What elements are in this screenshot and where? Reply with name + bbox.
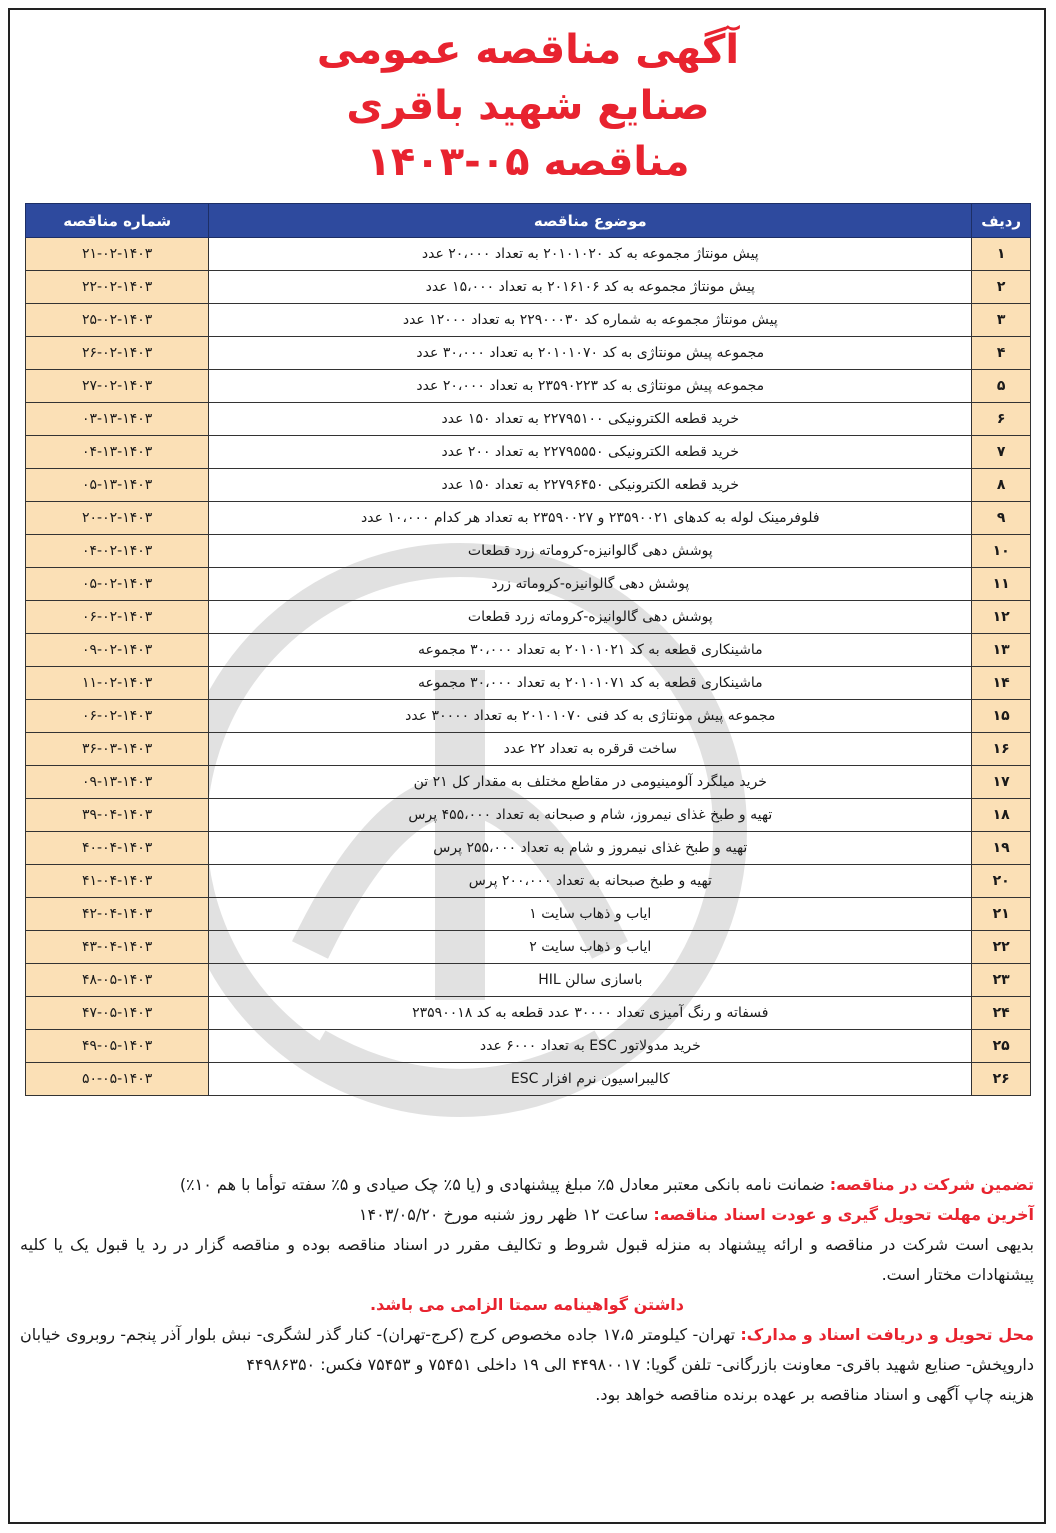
subject-cell: پیش مونتاژ مجموعه به کد ۲۰۱۶۱۰۶ به تعداد ۱۵،۰۰۰ عدد (209, 271, 972, 304)
row-number-cell: ۲۶ (972, 1063, 1031, 1096)
row-number-cell: ۱۵ (972, 700, 1031, 733)
location-label: محل تحویل و دریافت اسناد و مدارک: (740, 1325, 1034, 1344)
subject-cell: خرید قطعه الکترونیکی ۲۲۷۹۵۱۰۰ به تعداد ۱۵۰ عدد (209, 403, 972, 436)
deadline-text: ساعت ۱۲ ظهر روز شنبه مورخ ۱۴۰۳/۰۵/۲۰ (358, 1205, 649, 1224)
row-number-cell: ۲۵ (972, 1030, 1031, 1063)
tender-number-cell: ۰۵-۱۳-۱۴۰۳ (26, 469, 209, 502)
subject-cell: ماشینکاری قطعه به کد ۲۰۱۰۱۰۲۱ به تعداد ۳۰،۰۰۰ مجموعه (209, 634, 972, 667)
tender-number-cell: ۴۱-۰۴-۱۴۰۳ (26, 865, 209, 898)
subject-cell: مجموعه پیش مونتاژی به کد ۲۳۵۹۰۲۲۳ به تعداد ۲۰،۰۰۰ عدد (209, 370, 972, 403)
row-number-cell: ۱۹ (972, 832, 1031, 865)
tender-number-cell: ۴۸-۰۵-۱۴۰۳ (26, 964, 209, 997)
tender-number-cell: ۱۱-۰۲-۱۴۰۳ (26, 667, 209, 700)
subject-cell: پوشش دهی گالوانیزه-کروماته زرد قطعات (209, 601, 972, 634)
table-row (26, 238, 1031, 271)
header-row-number: ردیف (972, 204, 1031, 238)
ad-footer (20, 1170, 1034, 1410)
tender-number-cell: ۲۱-۰۲-۱۴۰۳ (26, 238, 209, 271)
ad-title-block (0, 22, 1056, 190)
company-name: صنایع شهید باقری (346, 83, 710, 129)
tender-code: مناقصه ۰۵-۱۴۰۳ (366, 139, 690, 185)
subject-cell: ایاب و ذهاب سایت ۲ (209, 931, 972, 964)
tender-number-cell: ۴۳-۰۴-۱۴۰۳ (26, 931, 209, 964)
table-row (26, 436, 1031, 469)
row-number-cell: ۲۲ (972, 931, 1031, 964)
header-subject: موضوع مناقصه (209, 204, 972, 238)
row-number-cell: ۱۷ (972, 766, 1031, 799)
subject-cell: خرید قطعه الکترونیکی ۲۲۷۹۶۴۵۰ به تعداد ۱۵۰ عدد (209, 469, 972, 502)
table-row (26, 337, 1031, 370)
table-row (26, 733, 1031, 766)
subject-cell: پوشش دهی گالوانیزه-کروماته زرد (209, 568, 972, 601)
tender-number-cell: ۴۷-۰۵-۱۴۰۳ (26, 997, 209, 1030)
subject-cell: ایاب و ذهاب سایت ۱ (209, 898, 972, 931)
tender-number-cell: ۲۶-۰۲-۱۴۰۳ (26, 337, 209, 370)
subject-cell: پوشش دهی گالوانیزه-کروماته زرد قطعات (209, 535, 972, 568)
tender-number-cell: ۴۹-۰۵-۱۴۰۳ (26, 1030, 209, 1063)
row-number-cell: ۲۰ (972, 865, 1031, 898)
guarantee-label: تضمین شرکت در مناقصه: (829, 1175, 1034, 1194)
row-number-cell: ۱۲ (972, 601, 1031, 634)
subject-cell: پیش مونتاژ مجموعه به شماره کد ۲۲۹۰۰۰۳۰ به تعداد ۱۲۰۰۰ عدد (209, 304, 972, 337)
row-number-cell: ۷ (972, 436, 1031, 469)
table-row (26, 370, 1031, 403)
subject-cell: باسازی سالن HIL (209, 964, 972, 997)
subject-cell: فلوفرمینک لوله به کدهای ۲۳۵۹۰۰۲۱ و ۲۳۵۹۰۰۲۷ به تعداد هر کدام ۱۰،۰۰۰ عدد (209, 502, 972, 535)
table-row (26, 997, 1031, 1030)
ad-title: آگهی مناقصه عمومی (316, 27, 740, 73)
table-row (26, 700, 1031, 733)
table-row (26, 964, 1031, 997)
subject-cell: خرید میلگرد آلومینیومی در مقاطع مختلف به مقدار کل ۲۱ تن (209, 766, 972, 799)
guarantee-text: ضمانت نامه بانکی معتبر معادل ۵٪ مبلغ پیشنهادی و (یا ۵٪ چک صیادی و ۵٪ سفته توأما با هم ۱۰٪) (179, 1175, 825, 1194)
tender-number-cell: ۰۳-۱۳-۱۴۰۳ (26, 403, 209, 436)
tender-number-cell: ۲۲-۰۲-۱۴۰۳ (26, 271, 209, 304)
tender-number-cell: ۰۴-۰۲-۱۴۰۳ (26, 535, 209, 568)
subject-cell: تهیه و طبخ غذای نیمروز و شام به تعداد ۲۵۵،۰۰۰ پرس (209, 832, 972, 865)
row-number-cell: ۵ (972, 370, 1031, 403)
table-row (26, 304, 1031, 337)
cost-note: هزینه چاپ آگهی و اسناد مناقصه بر عهده برنده مناقصه خواهد بود. (595, 1385, 1034, 1404)
location-paragraph (20, 1320, 1034, 1380)
tender-number-cell: ۰۵-۰۲-۱۴۰۳ (26, 568, 209, 601)
tender-number-cell: ۳۹-۰۴-۱۴۰۳ (26, 799, 209, 832)
tender-number-cell: ۴۰-۰۴-۱۴۰۳ (26, 832, 209, 865)
guarantee-paragraph (20, 1170, 1034, 1200)
subject-cell: فسفاته و رنگ آمیزی تعداد ۳۰۰۰۰ عدد قطعه به کد ۲۳۵۹۰۰۱۸ (209, 997, 972, 1030)
row-number-cell: ۹ (972, 502, 1031, 535)
terms-text: بدیهی است شرکت در مناقصه و ارائه پیشنهاد به منزله قبول شروط و تکالیف مقرر در اسناد مناقصه بوده و مناقصه گزار در رد یا قبول یک یا کلیه پیشنهادات مختار است. (20, 1235, 1034, 1284)
tender-table (25, 203, 1031, 1096)
table-row (26, 469, 1031, 502)
row-number-cell: ۱۳ (972, 634, 1031, 667)
tender-number-cell: ۵۰-۰۵-۱۴۰۳ (26, 1063, 209, 1096)
table-row (26, 403, 1031, 436)
subject-cell: تهیه و طبخ صبحانه به تعداد ۲۰۰،۰۰۰ پرس (209, 865, 972, 898)
tender-number-cell: ۲۷-۰۲-۱۴۰۳ (26, 370, 209, 403)
row-number-cell: ۱۱ (972, 568, 1031, 601)
tender-number-cell: ۰۴-۱۳-۱۴۰۳ (26, 436, 209, 469)
row-number-cell: ۱ (972, 238, 1031, 271)
table-row (26, 931, 1031, 964)
row-number-cell: ۳ (972, 304, 1031, 337)
table-row (26, 271, 1031, 304)
table-header-row (26, 204, 1031, 238)
row-number-cell: ۴ (972, 337, 1031, 370)
table-row (26, 898, 1031, 931)
subject-cell: ماشینکاری قطعه به کد ۲۰۱۰۱۰۷۱ به تعداد ۳۰،۰۰۰ مجموعه (209, 667, 972, 700)
table-row (26, 1030, 1031, 1063)
subject-cell: خرید قطعه الکترونیکی ۲۲۷۹۵۵۵۰ به تعداد ۲۰۰ عدد (209, 436, 972, 469)
tender-number-cell: ۰۹-۰۲-۱۴۰۳ (26, 634, 209, 667)
subject-cell: خرید مدولاتور ESC به تعداد ۶۰۰۰ عدد (209, 1030, 972, 1063)
row-number-cell: ۲۳ (972, 964, 1031, 997)
row-number-cell: ۱۰ (972, 535, 1031, 568)
subject-cell: تهیه و طبخ غذای نیمروز، شام و صبحانه به تعداد ۴۵۵،۰۰۰ پرس (209, 799, 972, 832)
subject-cell: مجموعه پیش مونتاژی به کد ۲۰۱۰۱۰۷۰ به تعداد ۳۰،۰۰۰ عدد (209, 337, 972, 370)
row-number-cell: ۲ (972, 271, 1031, 304)
table-row (26, 568, 1031, 601)
table-row (26, 865, 1031, 898)
tender-number-cell: ۲۰-۰۲-۱۴۰۳ (26, 502, 209, 535)
table-row (26, 502, 1031, 535)
tender-number-cell: ۰۹-۱۳-۱۴۰۳ (26, 766, 209, 799)
table-row (26, 1063, 1031, 1096)
table-row (26, 799, 1031, 832)
row-number-cell: ۲۱ (972, 898, 1031, 931)
location-text: تهران- کیلومتر ۱۷،۵ جاده مخصوص کرج (کرج-تهران)- کنار گذر لشگری- نبش بلوار آذر پنجم- روبروی خیابان داروپخش- صنایع شهید باقری- معاونت بازرگانی- تلفن گویا: ۴۴۹۸۰۰۱۷ الی ۱۹ داخلی ۷۵۴۵۱ و ۷۵۴۵۳ فکس: ۴۴۹۸۶۳۵۰ (20, 1325, 1034, 1374)
table-row (26, 601, 1031, 634)
table-row (26, 634, 1031, 667)
row-number-cell: ۱۴ (972, 667, 1031, 700)
tender-number-cell: ۳۶-۰۳-۱۴۰۳ (26, 733, 209, 766)
subject-cell: کالیبراسیون نرم افزار ESC (209, 1063, 972, 1096)
table-row (26, 667, 1031, 700)
header-tender-number: شماره مناقصه (26, 204, 209, 238)
subject-cell: پیش مونتاژ مجموعه به کد ۲۰۱۰۱۰۲۰ به تعداد ۲۰،۰۰۰ عدد (209, 238, 972, 271)
table-row (26, 766, 1031, 799)
tender-number-cell: ۴۲-۰۴-۱۴۰۳ (26, 898, 209, 931)
subject-cell: مجموعه پیش مونتاژی به کد فنی ۲۰۱۰۱۰۷۰ به تعداد ۳۰۰۰۰ عدد (209, 700, 972, 733)
certificate-requirement: داشتن گواهینامه سمتا الزامی می باشد. (370, 1295, 684, 1314)
table-row (26, 832, 1031, 865)
row-number-cell: ۸ (972, 469, 1031, 502)
tender-number-cell: ۰۶-۰۲-۱۴۰۳ (26, 700, 209, 733)
tender-number-cell: ۲۵-۰۲-۱۴۰۳ (26, 304, 209, 337)
row-number-cell: ۱۸ (972, 799, 1031, 832)
table-row (26, 535, 1031, 568)
deadline-label: آخرین مهلت تحویل گیری و عودت اسناد مناقصه: (653, 1205, 1034, 1224)
table-body (26, 238, 1031, 1096)
deadline-paragraph (20, 1200, 1034, 1230)
row-number-cell: ۱۶ (972, 733, 1031, 766)
subject-cell: ساخت قرقره به تعداد ۲۲ عدد (209, 733, 972, 766)
tender-number-cell: ۰۶-۰۲-۱۴۰۳ (26, 601, 209, 634)
row-number-cell: ۶ (972, 403, 1031, 436)
row-number-cell: ۲۴ (972, 997, 1031, 1030)
